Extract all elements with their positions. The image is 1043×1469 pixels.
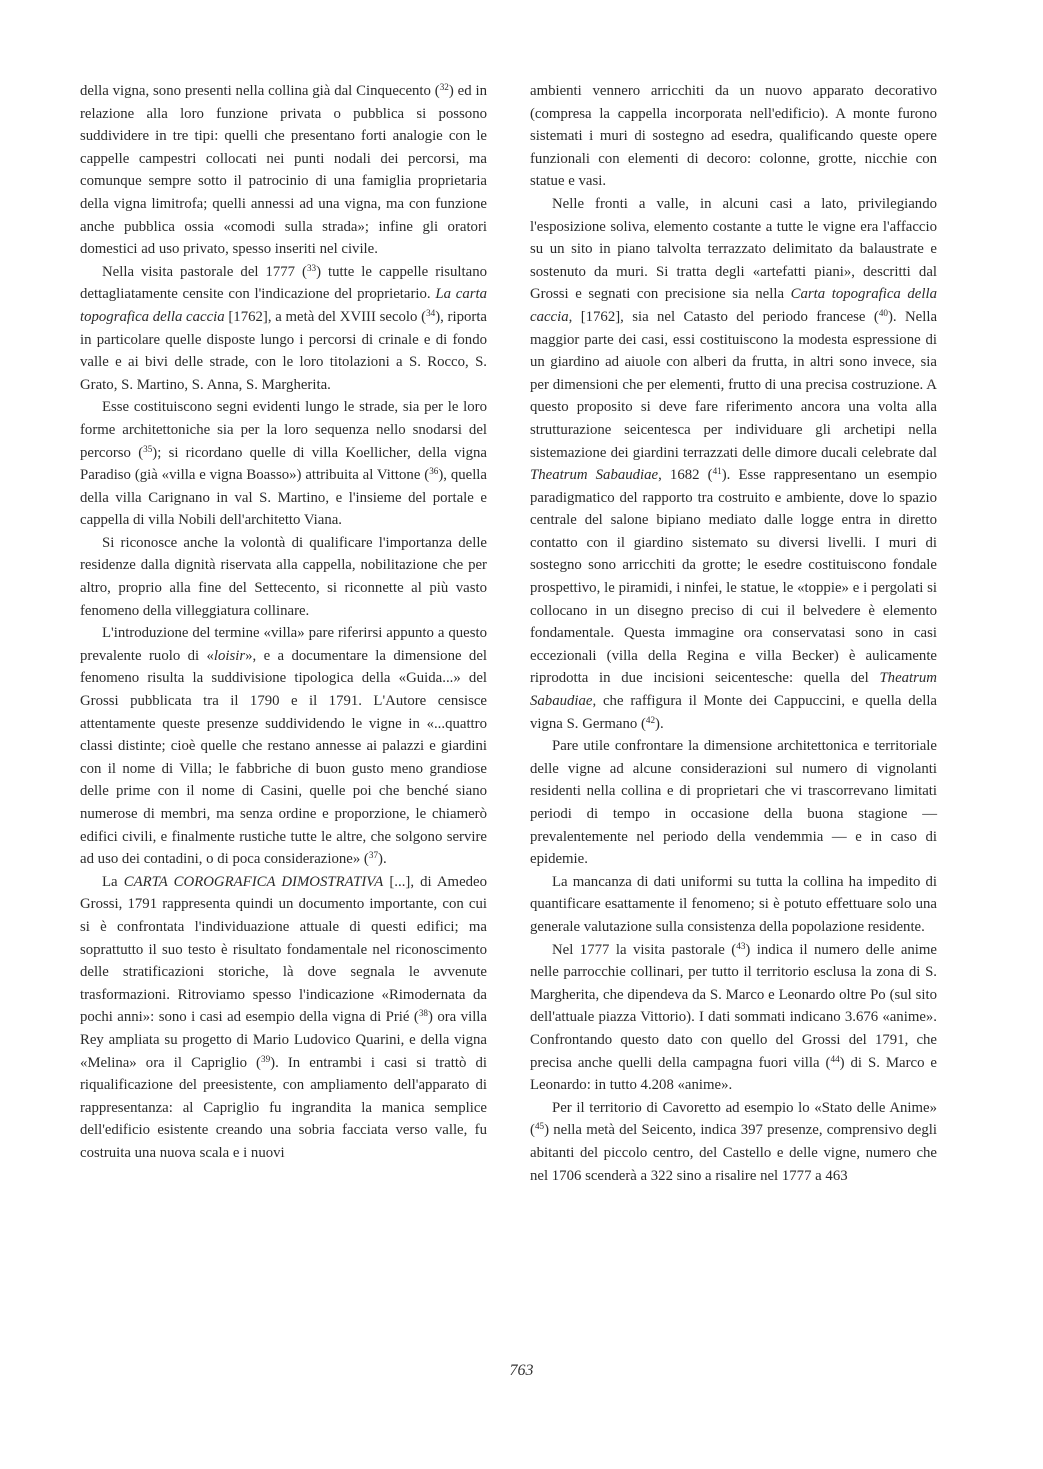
right-text-column: [530, 80, 937, 1187]
left-text-column: [80, 80, 487, 1165]
paragraph: Nella visita pastorale del 1777 ($^{33}$) tutte le cappelle risultano dettagliatamente censite con l'indicazione del proprietario. La carta topografica della caccia [1762], a metà del XVIII secolo ($^{34}$), riporta in particolare quelle disposte lungo i percorsi di crinale e di fondo valle e ai bivi delle strade, con le loro titolazioni a S. Rocco, S. Grato, S. Martino, S. Anna, S. Margherita.: [80, 262, 487, 393]
paragraph: ambienti vennero arricchiti da un nuovo apparato decorativo (compresa la cappella incorporata nell'edificio). A monte furono sistemati i muri di sostegno ad esedra, qualificando queste opere funzionali con elementi di decoro: colonne, grotte, nicchie con statue e vasi.: [530, 83, 937, 190]
paragraph: La mancanza di dati uniformi su tutta la collina ha impedito di quantificare esattamente il fenomeno; si è potuto effettuare solo una generale valutazione sulla consistenza della popolazione residente.: [530, 873, 937, 935]
page-number: 763: [509, 1362, 534, 1379]
paragraph: Si riconosce anche la volontà di qualificare l'importanza delle residenze dalla dignità riservata alla cappella, nobilitazione che per altro, proprio alla fine del Settecento, si riconnette al più vasto fenomeno della villeggiatura collinare.: [80, 534, 487, 619]
paragraph: L'introduzione del termine «villa» pare riferirsi appunto a questo prevalente ruolo di «loisir», e a documentare la dimensione del fenomeno risulta la suddivisione tipologica della «Guida...» del Grossi pubblicata tra il 1790 e il 1791. L'Autore censisce attentamente queste presenze suddividendo le vigne in «...quattro classi distinte; cioè quelle che restano annesse ai palazzi e giardini con il nome di Villa; le fabbriche di buon gusto meno grandiose delle prime con il nome di Casini, quelle poi che benché siano numerose di membri, ma senza ordine e proporzione, le chiamerò edifici civili, e finalmente rustiche tutte le altre, che solgono servire ad uso dei contadini, o di poca considerazione» ($^{37}$).: [80, 625, 487, 868]
paragraph: La CARTA COROGRAFICA DIMOSTRATIVA [...], di Amedeo Grossi, 1791 rappresenta quindi un documento importante, con cui si è confrontata l'individuazione attuale di questi edifici; ma soprattutto il suo testo è risultato fondamentale nel riconoscimento delle stratificazioni storiche, là dove segnala le avvenute trasformazioni. Ritroviamo spesso l'indicazione «Rimodernata da pochi anni»: sono i casi ad esempio della vigna di Prié ($^{38}$) ora villa Rey ampliata su progetto di Mario Ludovico Quarini, e della vigna «Melina» ora il Capriglio ($^{39}$). In entrambi i casi si trattò di riqualificazione del preesistente, con ampliamento dell'apparato di rappresentanza: al Capriglio fu ingrandita la manica semplice dell'edificio esistente creando una sobria facciata verso valle, fu costruita una nuova scala e i nuovi: [80, 873, 487, 1161]
paragraph: Nel 1777 la visita pastorale ($^{43}$) indica il numero delle anime nelle parrocchie collinari, per tutto il territorio esclusa la zona di S. Margherita, che dipendeva da S. Marco e Leonardo oltre Po (sul sito dell'attuale piazza Vittorio). I dati sommati indicano 3.676 «anime». Confrontando questo dato con quello del Grossi del 1791, che precisa anche quelli della campagna fuori villa ($^{44}$) di S. Marco e Leonardo: in tutto 4.208 «anime».: [530, 940, 937, 1094]
paragraph: Pare utile confrontare la dimensione architettonica e territoriale delle vigne ad alcune considerazioni sul numero di vignolanti residenti nella collina e di proprietari che vi trascorrevano limitati periodi di tempo in occasione della buona stagione — prevalentemente nel periodo della vendemmia — e in caso di epidemie.: [530, 738, 937, 868]
paragraph: Esse costituiscono segni evidenti lungo le strade, sia per le loro forme architettoniche sia per la loro sequenza nello snodarsi del percorso ($^{35}$); si ricordano quelle di villa Koellicher, della vigna Paradiso (già «villa e vigna Boasso») attribuita al Vittone ($^{36}$), quella della villa Carignano in val S. Martino, e l'insieme del portale e cappella di villa Nobili dell'architetto Viana.: [80, 399, 487, 529]
paragraph: Per il territorio di Cavoretto ad esempio lo «Stato delle Anime» ($^{45}$) nella metà del Seicento, indica 397 presenze, comprensivo degli abitanti del piccolo centro, del Castello e delle vigne, numero che nel 1706 scenderà a 322 sino a risalire nel 1777 a 463: [530, 1099, 937, 1184]
paragraph: Nelle fronti a valle, in alcuni casi a lato, privilegiando l'esposizione soliva, elemento costante a tutte le vigne era l'affaccio su un sito in piano talvolta terrazzato delimitato da balaustrate e sostenuto da muri. Si tratta degli «artefatti piani», descritti dal Grossi e segnati con precisione sia nella Carta topografica della caccia, [1762], sia nel Catasto del periodo francese ($^{40}$). Nella maggior parte dei casi, essi costituiscono la modesta espressione di un giardino ad aiuole con alberi da frutta, in altri sono invece, sia per dimensioni che per elementi, frutto di una precisa costruzione. A questo proposito si deve fare riferimento ancora una volta alla strutturazione seicentesca per individuare gli archetipi nella sistemazione dei giardini terrazzati delle dimore ducali celebrate dal Theatrum Sabaudiae, 1682 ($^{41}$). Esse rappresentano un esempio paradigmatico del rapporto tra costruito e ambiente, dove lo spazio centrale del salone bipiano mediato dalle logge entra in diretto contatto con il giardino sistemato su diversi livelli. I muri di sostegno sono arricchiti da grotte; le esedre costituiscono fondale prospettivo, le piramidi, i ninfei, le statue, le «toppie» e i pergolati si collocano in un disegno preciso di cui il belvedere è elemento fondamentale. Questa immagine ora conservatasi sono in casi eccezionali (villa della Regina e villa Becker) è aulicamente riprodotta in due incisioni seicentesche: quella del Theatrum Sabaudiae, che raffigura il Monte dei Cappuccini, e quella della vigna S. Germano ($^{42}$).: [530, 195, 938, 732]
paragraph: della vigna, sono presenti nella collina già dal Cinquecento ($^{32}$) ed in relazione alla loro funzione privata o pubblica si possono suddividere in tre tipi: quelli che presentano forti analogie con le cappelle campestri collocati nei punti nodali dei percorsi, ma comunque sempre sotto il patrocinio di una famiglia proprietaria della vigna limitrofa; quelli annessi ad una vigna, ma con funzione anche pubblica ossia «comodi sulla strada»; infine gli oratori domestici ad uso privato, spesso inseriti nel civile.: [80, 81, 487, 258]
